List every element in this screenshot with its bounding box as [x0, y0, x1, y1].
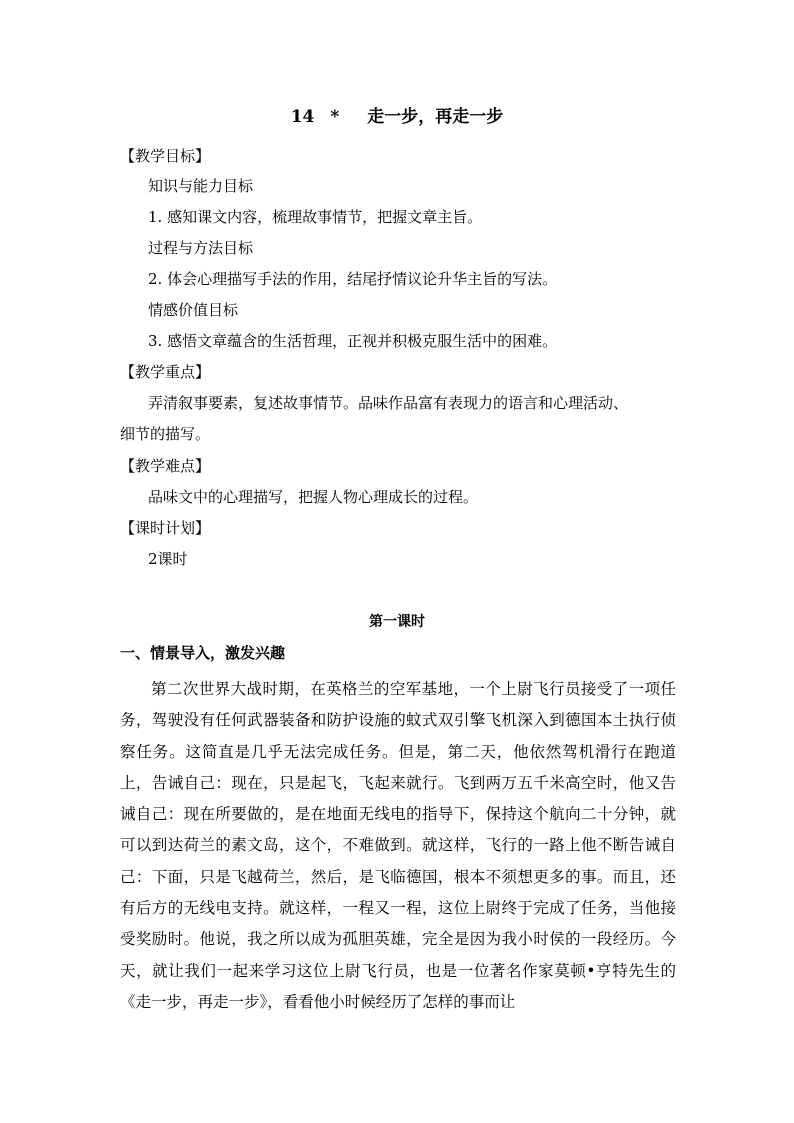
lesson-number: 14	[290, 107, 315, 127]
difficulties-text: 品味文中的心理描写，把握人物心理成长的过程。	[148, 488, 479, 506]
knowledge-item: 1. 感知课文内容，梳理故事情节，把握文章主旨。	[148, 208, 483, 226]
key-points-line-1: 弄清叙事要素，复述故事情节。品味作品富有表现力的语言和心理活动、	[148, 394, 629, 412]
key-points-line-2: 细节的描写。	[120, 425, 211, 443]
emotion-item: 3. 感悟文章蕴含的生活哲理，正视并积极克服生活中的困难。	[148, 332, 558, 350]
key-points-heading: 【教学重点】	[120, 363, 211, 381]
difficulties-heading: 【教学难点】	[120, 457, 211, 475]
schedule-text: 2课时	[148, 550, 188, 568]
emotion-heading: 情感价值目标	[148, 301, 239, 319]
section-one-heading: 一、情景导入，激发兴趣	[120, 644, 286, 662]
schedule-heading: 【课时计划】	[120, 519, 211, 537]
page-title	[0, 106, 794, 128]
title-text: 走一步，再走一步	[367, 107, 504, 127]
intro-paragraph: 第二次世界大战时期，在英格兰的空军基地，一个上尉飞行员接受了一项任务，驾驶没有任何武器装备和防护设施的蚊式双引擎飞机深入到德国本土执行侦察任务。这简直是几乎无法完成任务。但是，第二天，他依然驾机滑行在跑道上，告诫自己：现在，只是起飞，飞起来就行。飞到两万五千米高空时，他又告诫自己：现在所要做的，是在地面无线电的指导下，保持这个航向二十分钟，就可以到达荷兰的素文岛，这个，不难做到。就这样，飞行的一路上他不断告诫自己：下面，只是飞越荷兰，然后，是飞临德国，根本不须想更多的事。而且，还有后方的无线电支持。就这样，一程又一程，这位上尉终于完成了任务，当他接受奖励时。他说，我之所以成为孤胆英雄，完全是因为我小时侯的一段经历。今天，就让我们一起来学习这位上尉飞行员，也是一位著名作家莫顿•亨特先生的《走一步，再走一步》，看看他小时候经历了怎样的事而让	[120, 680, 676, 1011]
knowledge-heading: 知识与能力目标	[148, 177, 254, 195]
objectives-heading: 【教学目标】	[120, 147, 211, 165]
process-heading: 过程与方法目标	[148, 239, 254, 257]
process-item: 2. 体会心理描写手法的作用，结尾抒情议论升华主旨的写法。	[148, 270, 558, 288]
self-study-star: *	[330, 107, 340, 127]
lesson-one-heading: 第一课时	[369, 614, 425, 630]
